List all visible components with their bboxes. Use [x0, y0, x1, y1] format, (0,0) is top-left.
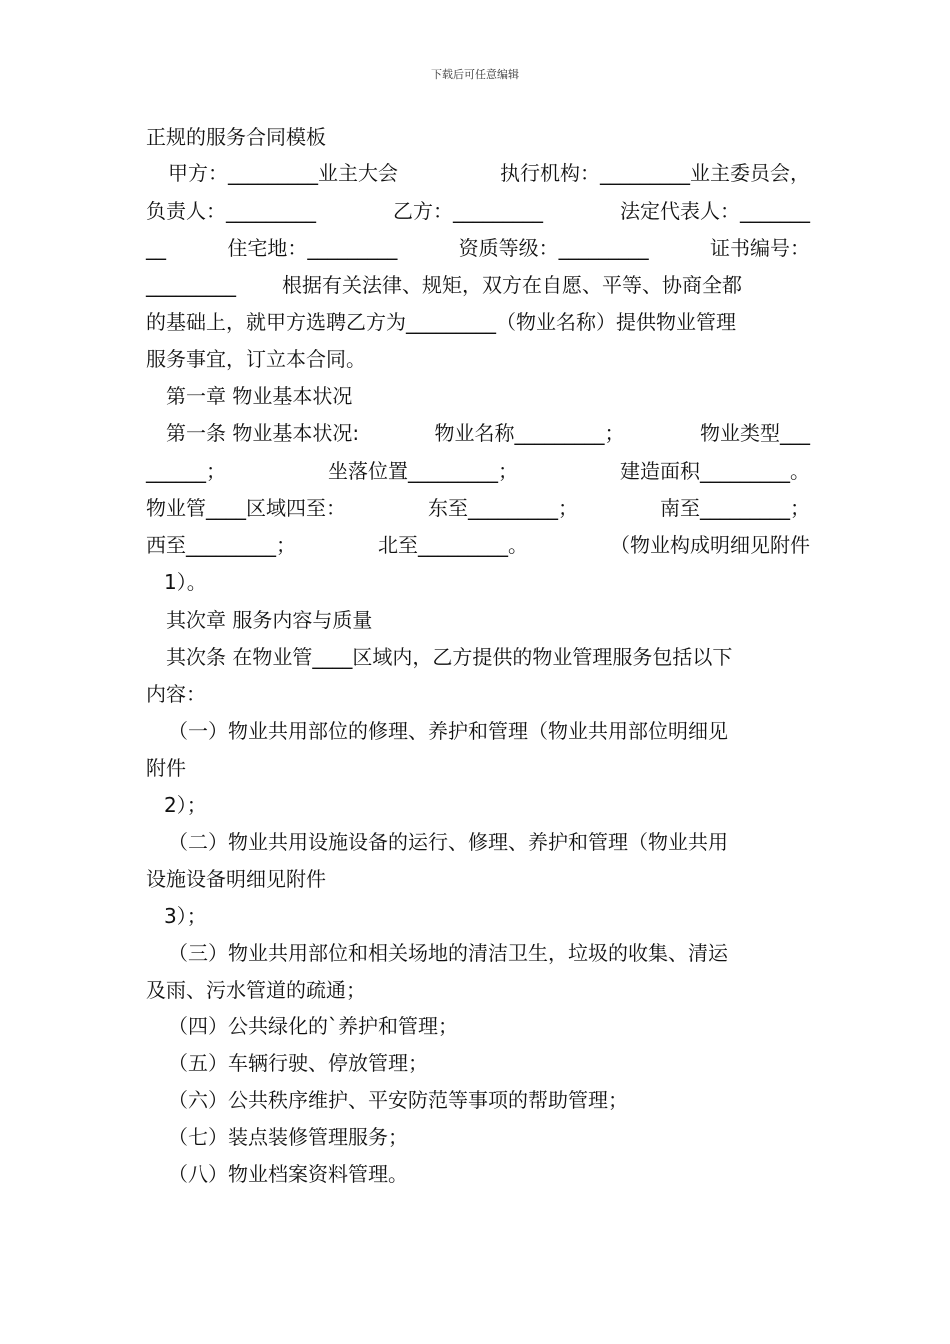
address-line: [146, 235, 810, 261]
document-title: 正规的服务合同模板: [146, 125, 326, 149]
article-1-line-4: [146, 532, 810, 558]
basis-text: 根据有关法律、规矩，双方在自愿、平等、协商全都: [282, 273, 742, 297]
item-1-line-3: 2）；: [164, 793, 207, 817]
building-area: 建造面积_________。: [620, 459, 810, 483]
item-6: （六）公共秩序维护、平安防范等事项的帮助管理；: [168, 1088, 628, 1112]
item-1-line-2: 附件: [146, 756, 186, 780]
property-name: 物业名称_________；: [434, 421, 625, 445]
attachment-note: （物业构成明细见附件: [610, 533, 810, 557]
item-2-line-1: （二）物业共用设施设备的运行、修理、养护和管理（物业共用: [168, 830, 728, 854]
item-3-line-1: （三）物业共用部位和相关场地的清洁卫生，垃圾的收集、清运: [168, 941, 728, 965]
item-5: （五）车辆行驶、停放管理；: [168, 1051, 428, 1075]
page-header-note: 下载后可任意编辑: [431, 68, 519, 81]
area-boundaries: 物业管____区域四至：: [146, 496, 346, 520]
item-1-line-1: （一）物业共用部位的修理、养护和管理（物业共用部位明细见: [168, 719, 728, 743]
property-type: 物业类型___: [699, 421, 810, 445]
responsible-person: 负责人：_________: [146, 199, 316, 223]
article-2-line-1: 其次条 在物业管____区域内，乙方提供的物业管理服务包括以下: [166, 645, 733, 669]
article-1-line-1: [146, 420, 810, 446]
item-4: （四）公共绿化的`养护和管理；: [168, 1014, 458, 1038]
north-boundary: 北至_________。: [378, 533, 528, 557]
west-boundary: 西至_________；: [146, 533, 296, 557]
chapter-1-title: 第一章 物业基本状况: [166, 384, 353, 408]
item-8: （八）物业档案资料管理。: [168, 1162, 408, 1186]
qualification-level: 资质等级：_________: [458, 236, 649, 260]
basis-line: [146, 272, 742, 298]
party-line: [146, 160, 810, 186]
article-1-line-3: [146, 495, 810, 521]
item-2-line-3: 3）；: [164, 904, 207, 928]
article-1-line-5: 1）。: [164, 570, 207, 594]
east-boundary: 东至_________；: [428, 496, 578, 520]
residence: 住宅地：_________: [227, 236, 398, 260]
legal-representative: 法定代表人：_______: [620, 199, 810, 223]
location: 坐落位置_________；: [328, 459, 518, 483]
party-a: 甲方：_________业主大会: [168, 161, 398, 185]
basis-line-2: 的基础上，就甲方选聘乙方为_________（物业名称）提供物业管理: [146, 310, 736, 334]
chapter-2-title: 其次章 服务内容与质量: [166, 608, 373, 632]
basis-line-3: 服务事宜，订立本合同。: [146, 347, 366, 371]
item-2-line-2: 设施设备明细见附件: [146, 867, 326, 891]
executive-body: 执行机构：_________业主委员会，: [500, 161, 810, 185]
article-1-line-2: [146, 458, 810, 484]
property-type-blank: ______；: [146, 459, 226, 483]
party-b: 乙方：_________: [393, 199, 543, 223]
certificate-number: 证书编号：: [709, 236, 810, 260]
item-3-line-2: 及雨、污水管道的疏通；: [146, 978, 366, 1002]
underline-continuation: __: [146, 236, 166, 260]
south-boundary: 南至_________；: [660, 496, 810, 520]
article-2-line-2: 内容：: [146, 682, 206, 706]
underline-blank: _________: [146, 273, 236, 297]
article-1-heading: 第一条 物业基本状况:: [166, 421, 360, 445]
item-7: （七）装点装修管理服务；: [168, 1125, 408, 1149]
responsible-line: [146, 198, 810, 224]
